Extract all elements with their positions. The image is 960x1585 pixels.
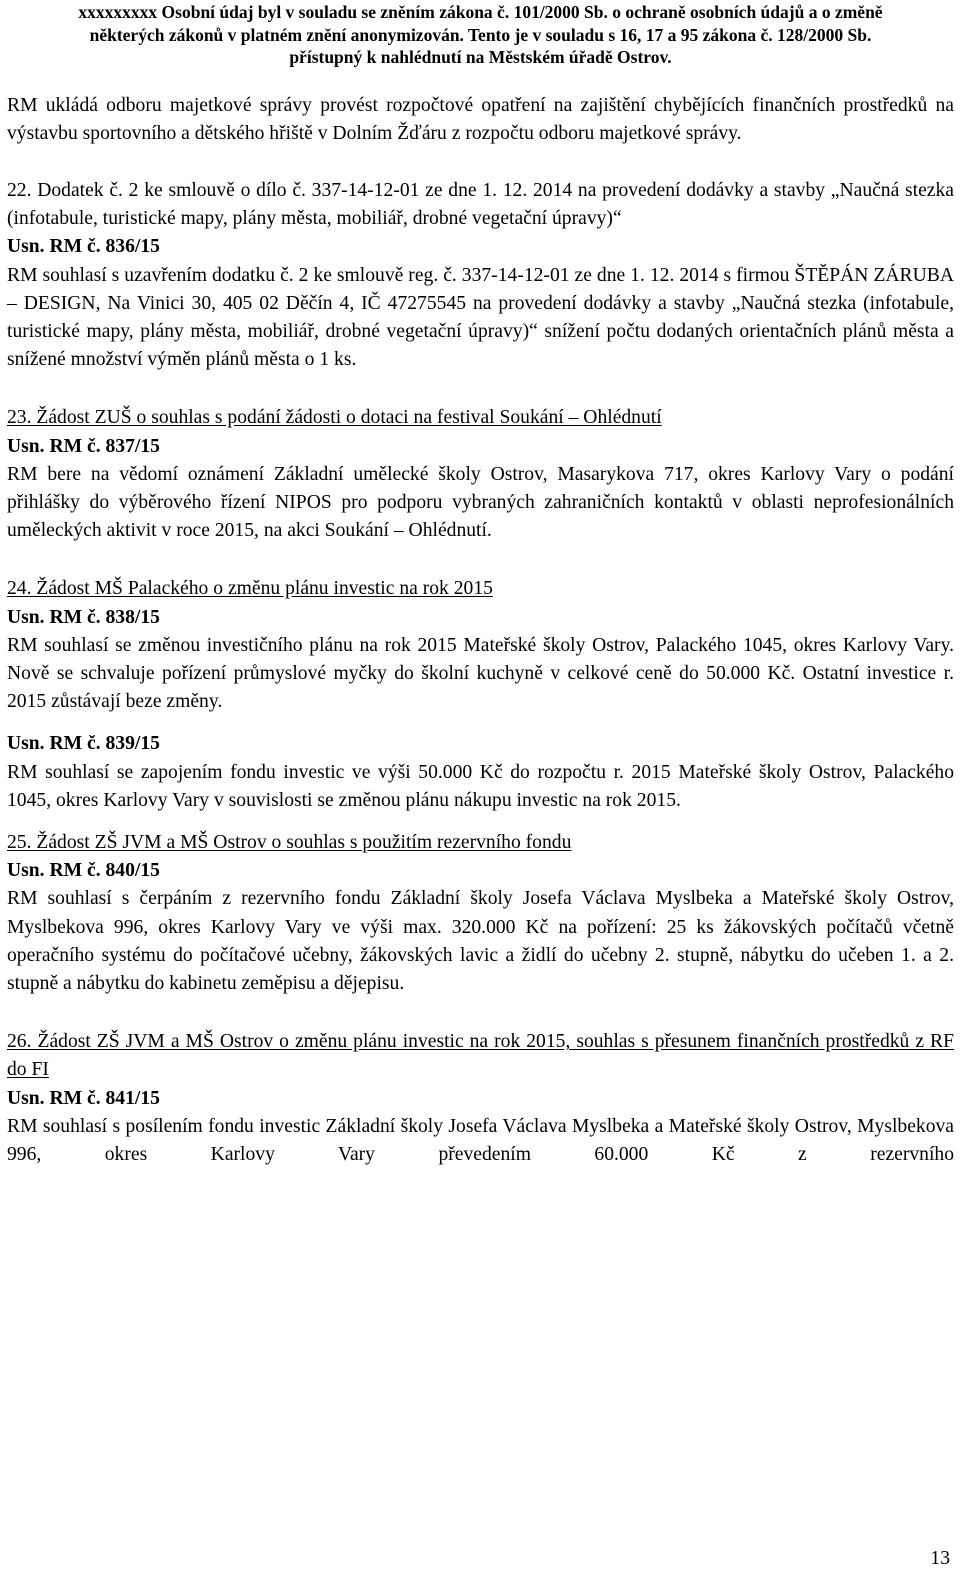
item-heading: 22. Dodatek č. 2 ke smlouvě o dílo č. 337-14-12-01 ze dne 1. 12. 2014 na provedení dodávky a stavby „Naučná stezka (infotabule, turistické mapy, plány města, mobiliář, drobné vegetační úpravy)“: [7, 179, 954, 230]
resolution-number: Usn. RM č. 841/15: [7, 1087, 160, 1109]
notice-line-1: xxxxxxxxx Osobní údaj byl v souladu se zněním zákona č. 101/2000 Sb. o ochraně osobních údajů a o změně: [78, 2, 883, 22]
intro-paragraph: RM ukládá odboru majetkové správy provést rozpočtové opatření na zajištění chybějících finančních prostředků na výstavbu sportovního a dětského hřiště v Dolním Žďáru z rozpočtu odboru majetkové správy.: [7, 94, 954, 144]
resolution-text: RM souhlasí s posílením fondu investic Základní školy Josefa Václava Myslbeka a Mateřské školy Ostrov, Myslbekova 996, okres Karlovy Vary převedením 60.000 Kč z rezervního: [7, 1115, 954, 1165]
document-page: [7, 0, 954, 1169]
anonymization-notice: [7, 1, 954, 69]
resolution-number: Usn. RM č. 839/15: [7, 733, 160, 755]
item-heading: 25. Žádost ZŠ JVM a MŠ Ostrov o souhlas s použitím rezervního fondu: [7, 831, 572, 853]
resolution-text: RM bere na vědomí oznámení Základní umělecké školy Ostrov, Masarykova 717, okres Karlovy Vary o podání přihlášky do výběrového řízení NIPOS pro podporu vybraných zahraničních kontaktů v oblasti neprofesionálních uměleckých aktivit v roce 2015, na akci Soukání – Ohlédnutí.: [7, 463, 954, 542]
agenda-item-22: [7, 177, 954, 374]
resolution-number: Usn. RM č. 840/15: [7, 860, 160, 882]
resolution-text: RM souhlasí s uzavřením dodatku č. 2 ke smlouvě reg. č. 337-14-12-01 ze dne 1. 12. 2014 s firmou ŠTĚPÁN ZÁRUBA – DESIGN, Na Vinici 30, 405 02 Děčín 4, IČ 47275545 na provedení dodávky a stavby „Naučná stezka (infotabule, turistické mapy, plány města, mobiliář, drobné vegetační úpravy)“ snížení počtu dodaných orientačních plánů města a snížené množství výměn plánů města o 1 ks.: [7, 264, 954, 371]
resolution-text: RM souhlasí se zapojením fondu investic ve výši 50.000 Kč do rozpočtu r. 2015 Mateřské školy Ostrov, Palackého 1045, okres Karlovy Vary v souvislosti se změnou plánu nákupu investic na rok 2015.: [7, 761, 954, 811]
item-heading: 26. Žádost ZŠ JVM a MŠ Ostrov o změnu plánu investic na rok 2015, souhlas s přesunem finančních prostředků z RF do FI: [7, 1031, 954, 1081]
item-heading: 23. Žádost ZUŠ o souhlas s podání žádosti o dotaci na festival Soukání – Ohlédnutí: [7, 407, 662, 429]
resolution-number: Usn. RM č. 838/15: [7, 606, 160, 628]
agenda-item-23: [7, 404, 954, 545]
agenda-item-26: [7, 1028, 954, 1169]
page-number: 13: [930, 1548, 950, 1569]
agenda-item-24: [7, 575, 954, 815]
resolution-text: RM souhlasí se změnou investičního plánu na rok 2015 Mateřské školy Ostrov, Palackého 1045, okres Karlovy Vary. Nově se schvaluje pořízení průmyslové myčky do školní kuchyně v celkové ceně do 50.000 Kč. Ostatní investice r. 2015 zůstávají beze změny.: [7, 634, 954, 713]
resolution-number: Usn. RM č. 836/15: [7, 236, 160, 258]
resolution-number: Usn. RM č. 837/15: [7, 435, 160, 457]
agenda-item-25: [7, 829, 954, 998]
resolution-text: RM souhlasí s čerpáním z rezervního fondu Základní školy Josefa Václava Myslbeka a Mateřské školy Ostrov, Myslbekova 996, okres Karlovy Vary ve výši max. 320.000 Kč na pořízení: 25 ks žákovských počítačů včetně operačního systému do počítačové učebny, žákovských lavic a židlí do učebny 2. stupně, nábytku do učeben 1. a 2. stupně a nábytku do kabinetu zeměpisu a dějepisu.: [7, 888, 954, 994]
notice-line-2: některých zákonů v platném znění anonymizován. Tento je v souladu s 16, 17 a 95 zákona č. 128/2000 Sb.: [89, 24, 872, 45]
notice-line-3: přístupný k nahlédnutí na Městském úřadě Ostrov.: [289, 47, 672, 67]
item-heading: 24. Žádost MŠ Palackého o změnu plánu investic na rok 2015: [7, 578, 493, 600]
